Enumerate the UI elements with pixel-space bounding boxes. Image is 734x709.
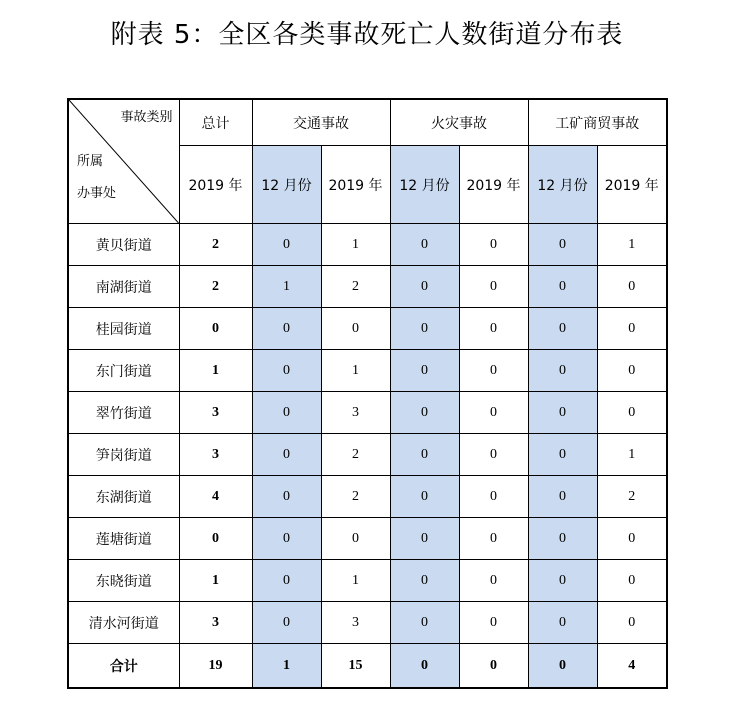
fire-month-cell: 0 bbox=[390, 602, 459, 644]
fire-year-cell: 0 bbox=[459, 308, 528, 350]
industrial-year-cell: 0 bbox=[597, 560, 667, 602]
traffic-year-cell: 2 bbox=[321, 434, 390, 476]
header-industrial-month: 12 月份 bbox=[528, 146, 597, 224]
industrial-month-cell: 0 bbox=[528, 224, 597, 266]
traffic-month-cell: 0 bbox=[252, 224, 321, 266]
table-row bbox=[68, 476, 667, 518]
fire-year-cell: 0 bbox=[459, 392, 528, 434]
row-name: 东湖街道 bbox=[68, 476, 179, 518]
table-row bbox=[68, 224, 667, 266]
totals-label: 合计 bbox=[68, 644, 179, 689]
table-row bbox=[68, 560, 667, 602]
fire-year-cell: 0 bbox=[459, 350, 528, 392]
district-label-2: 办事处 bbox=[77, 186, 117, 201]
totals-traffic-year: 15 bbox=[321, 644, 390, 689]
traffic-month-cell: 0 bbox=[252, 308, 321, 350]
row-total: 1 bbox=[179, 560, 252, 602]
fire-month-cell: 0 bbox=[390, 518, 459, 560]
traffic-year-cell: 3 bbox=[321, 392, 390, 434]
fire-year-cell: 0 bbox=[459, 560, 528, 602]
traffic-year-cell: 0 bbox=[321, 518, 390, 560]
district-label-1: 所属 bbox=[77, 154, 104, 169]
fire-year-cell: 0 bbox=[459, 434, 528, 476]
fire-year-cell: 0 bbox=[459, 266, 528, 308]
traffic-month-cell: 1 bbox=[252, 266, 321, 308]
industrial-month-cell: 0 bbox=[528, 266, 597, 308]
industrial-year-cell: 1 bbox=[597, 224, 667, 266]
table-row bbox=[68, 350, 667, 392]
row-total: 4 bbox=[179, 476, 252, 518]
header-traffic-year: 2019 年 bbox=[321, 146, 390, 224]
traffic-month-cell: 0 bbox=[252, 560, 321, 602]
row-name: 桂园街道 bbox=[68, 308, 179, 350]
traffic-year-cell: 1 bbox=[321, 224, 390, 266]
industrial-year-cell: 0 bbox=[597, 308, 667, 350]
header-fire-year: 2019 年 bbox=[459, 146, 528, 224]
row-total: 3 bbox=[179, 602, 252, 644]
fire-year-cell: 0 bbox=[459, 476, 528, 518]
industrial-month-cell: 0 bbox=[528, 560, 597, 602]
traffic-month-cell: 0 bbox=[252, 350, 321, 392]
industrial-month-cell: 0 bbox=[528, 392, 597, 434]
row-name: 笋岗街道 bbox=[68, 434, 179, 476]
category-label: 事故类别 bbox=[120, 110, 173, 125]
industrial-year-cell: 0 bbox=[597, 266, 667, 308]
industrial-month-cell: 0 bbox=[528, 350, 597, 392]
row-name: 清水河街道 bbox=[68, 602, 179, 644]
fire-month-cell: 0 bbox=[390, 308, 459, 350]
totals-row bbox=[68, 644, 667, 689]
row-total: 3 bbox=[179, 392, 252, 434]
traffic-year-cell: 1 bbox=[321, 560, 390, 602]
table-row bbox=[68, 602, 667, 644]
fire-month-cell: 0 bbox=[390, 476, 459, 518]
row-total: 0 bbox=[179, 308, 252, 350]
totals-fire-year: 0 bbox=[459, 644, 528, 689]
header-total-year: 2019 年 bbox=[179, 146, 252, 224]
traffic-month-cell: 0 bbox=[252, 434, 321, 476]
fire-year-cell: 0 bbox=[459, 518, 528, 560]
industrial-year-cell: 0 bbox=[597, 602, 667, 644]
row-total: 1 bbox=[179, 350, 252, 392]
traffic-month-cell: 0 bbox=[252, 476, 321, 518]
row-total: 0 bbox=[179, 518, 252, 560]
fire-year-cell: 0 bbox=[459, 224, 528, 266]
header-traffic-month: 12 月份 bbox=[252, 146, 321, 224]
header-fire-month: 12 月份 bbox=[390, 146, 459, 224]
row-name: 黄贝街道 bbox=[68, 224, 179, 266]
row-name: 南湖街道 bbox=[68, 266, 179, 308]
industrial-year-cell: 0 bbox=[597, 392, 667, 434]
traffic-year-cell: 2 bbox=[321, 266, 390, 308]
fire-month-cell: 0 bbox=[390, 560, 459, 602]
traffic-month-cell: 0 bbox=[252, 602, 321, 644]
totals-fire-month: 0 bbox=[390, 644, 459, 689]
industrial-year-cell: 0 bbox=[597, 518, 667, 560]
totals-industrial-month: 0 bbox=[528, 644, 597, 689]
table-row bbox=[68, 392, 667, 434]
traffic-year-cell: 2 bbox=[321, 476, 390, 518]
row-total: 3 bbox=[179, 434, 252, 476]
table-row bbox=[68, 308, 667, 350]
table-row bbox=[68, 266, 667, 308]
header-corner-cell bbox=[68, 99, 179, 224]
totals-industrial-year: 4 bbox=[597, 644, 667, 689]
table-row bbox=[68, 518, 667, 560]
industrial-month-cell: 0 bbox=[528, 518, 597, 560]
fire-month-cell: 0 bbox=[390, 392, 459, 434]
row-name: 莲塘街道 bbox=[68, 518, 179, 560]
row-name: 翠竹街道 bbox=[68, 392, 179, 434]
page-title: 附表 5：全区各类事故死亡人数街道分布表 bbox=[110, 20, 624, 50]
traffic-year-cell: 1 bbox=[321, 350, 390, 392]
fatality-table bbox=[67, 98, 668, 689]
fire-month-cell: 0 bbox=[390, 224, 459, 266]
traffic-year-cell: 0 bbox=[321, 308, 390, 350]
row-name: 东门街道 bbox=[68, 350, 179, 392]
industrial-month-cell: 0 bbox=[528, 434, 597, 476]
header-industrial-year: 2019 年 bbox=[597, 146, 667, 224]
traffic-month-cell: 0 bbox=[252, 518, 321, 560]
header-total: 总计 bbox=[179, 99, 252, 146]
fire-year-cell: 0 bbox=[459, 602, 528, 644]
industrial-year-cell: 0 bbox=[597, 350, 667, 392]
row-total: 2 bbox=[179, 224, 252, 266]
traffic-month-cell: 0 bbox=[252, 392, 321, 434]
industrial-month-cell: 0 bbox=[528, 476, 597, 518]
fire-month-cell: 0 bbox=[390, 266, 459, 308]
industrial-month-cell: 0 bbox=[528, 308, 597, 350]
header-group-industrial: 工矿商贸事故 bbox=[528, 99, 667, 146]
industrial-year-cell: 2 bbox=[597, 476, 667, 518]
header-group-traffic: 交通事故 bbox=[252, 99, 390, 146]
traffic-year-cell: 3 bbox=[321, 602, 390, 644]
table-row bbox=[68, 434, 667, 476]
totals-total: 19 bbox=[179, 644, 252, 689]
fire-month-cell: 0 bbox=[390, 434, 459, 476]
industrial-month-cell: 0 bbox=[528, 602, 597, 644]
row-total: 2 bbox=[179, 266, 252, 308]
header-group-fire: 火灾事故 bbox=[390, 99, 528, 146]
totals-traffic-month: 1 bbox=[252, 644, 321, 689]
industrial-year-cell: 1 bbox=[597, 434, 667, 476]
fire-month-cell: 0 bbox=[390, 350, 459, 392]
row-name: 东晓街道 bbox=[68, 560, 179, 602]
